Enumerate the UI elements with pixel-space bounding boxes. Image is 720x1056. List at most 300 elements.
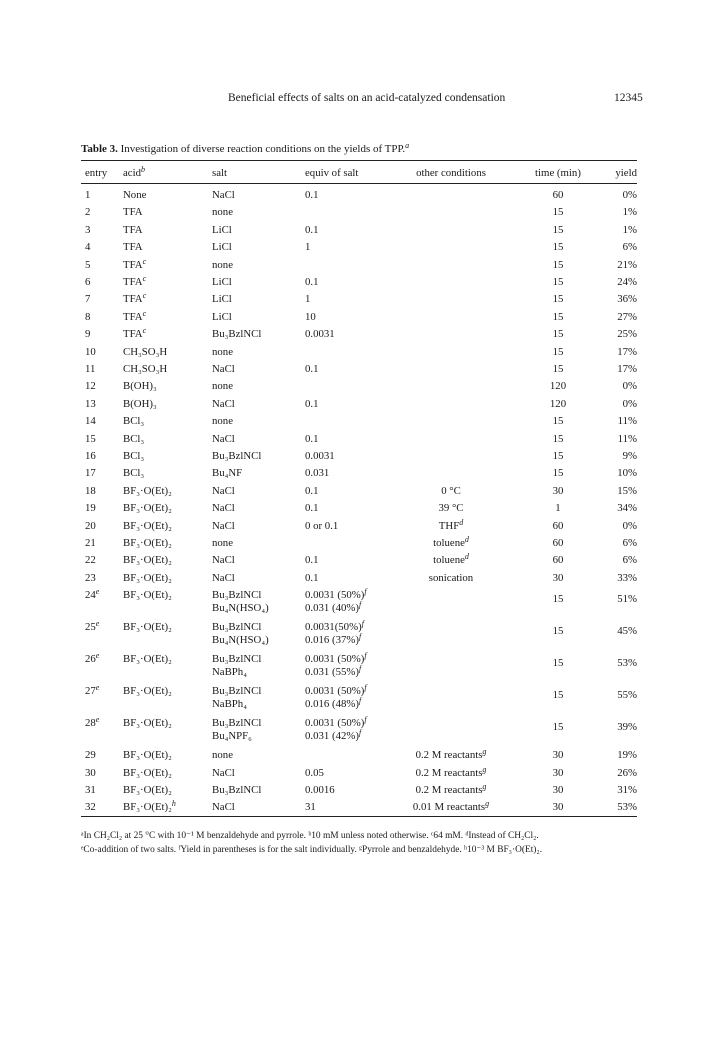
yield-cell bbox=[587, 398, 637, 411]
table-top-rule bbox=[81, 160, 637, 161]
footnote-mark: e bbox=[95, 683, 100, 693]
entry-cell-text: 28 bbox=[85, 717, 96, 730]
column-header-label: time (min) bbox=[535, 167, 581, 179]
yield-cell bbox=[587, 625, 637, 638]
time-cell bbox=[529, 689, 587, 702]
salt-cell bbox=[212, 572, 235, 585]
acid-cell bbox=[123, 685, 172, 698]
equiv-cell-text: 0.1 bbox=[305, 484, 319, 497]
entry-cell bbox=[85, 801, 96, 814]
salt-cell-text: NaCl bbox=[212, 189, 235, 201]
yield-cell-text: 19% bbox=[617, 749, 637, 762]
entry-cell-text: 10 bbox=[85, 345, 96, 358]
salt-cell-text: NaCl bbox=[212, 766, 235, 779]
time-cell-text: 15 bbox=[552, 206, 564, 219]
yield-cell bbox=[587, 467, 637, 480]
entry-cell-text: 17 bbox=[85, 467, 96, 480]
entry-cell bbox=[85, 380, 96, 393]
entry-cell bbox=[85, 784, 96, 797]
acid-cell bbox=[123, 450, 144, 463]
acid-cell bbox=[123, 224, 143, 237]
equiv-cell-text: 0.1 bbox=[305, 432, 319, 445]
footnote-mark: d bbox=[459, 517, 464, 527]
yield-cell-text: 25% bbox=[617, 328, 637, 341]
entry-cell-text: 4 bbox=[85, 241, 91, 254]
salt-cell bbox=[212, 749, 233, 762]
other-conditions-cell bbox=[394, 801, 508, 814]
equiv-cell bbox=[305, 450, 335, 463]
entry-cell bbox=[85, 259, 90, 272]
yield-cell bbox=[587, 346, 637, 359]
acid-cell bbox=[123, 589, 172, 602]
column-header-label: acid bbox=[123, 167, 141, 179]
acid-cell-text: BF₃·O(Et)₂ bbox=[123, 717, 172, 730]
entry-cell bbox=[85, 653, 99, 666]
footnote-mark: f bbox=[364, 651, 367, 661]
time-cell bbox=[529, 241, 587, 254]
table-row bbox=[81, 587, 637, 615]
entry-cell bbox=[85, 685, 99, 698]
yield-cell-text: 0% bbox=[622, 189, 637, 201]
yield-cell bbox=[587, 721, 637, 734]
equiv-cell-second-line bbox=[305, 730, 367, 743]
salt-cell-text: NaCl bbox=[212, 484, 235, 497]
yield-cell bbox=[587, 657, 637, 670]
entry-cell bbox=[85, 415, 96, 428]
entry-cell-text: 14 bbox=[85, 415, 96, 428]
equiv-cell-text: 0.1 bbox=[305, 189, 319, 201]
acid-cell-text: B(OH)₃ bbox=[123, 397, 157, 410]
time-cell-text: 15 bbox=[552, 276, 564, 288]
yield-cell bbox=[587, 520, 637, 533]
acid-cell-text: TFA bbox=[123, 310, 143, 323]
yield-cell bbox=[587, 276, 637, 289]
column-header-label: salt bbox=[212, 167, 227, 179]
salt-cell bbox=[212, 206, 233, 219]
entry-cell bbox=[85, 293, 90, 306]
time-cell bbox=[529, 328, 587, 341]
salt-cell-text: NaCl bbox=[212, 502, 235, 515]
equiv-cell-text: 1 bbox=[305, 293, 311, 306]
equiv-cell-text: 0.05 bbox=[305, 766, 324, 779]
yield-cell bbox=[587, 485, 637, 498]
footnote-line-1: ᵃIn CH₂Cl₂ at 25 °C with 10⁻¹ M benzaldehyde and pyrrole. ᵇ10 mM unless noted otherwise. ᶜ64 mM. ᵈInstead of CH₂Cl₂. bbox=[81, 831, 539, 841]
yield-cell bbox=[587, 206, 637, 219]
equiv-cell-text: 0.0016 bbox=[305, 784, 335, 796]
time-cell bbox=[529, 784, 587, 797]
salt-cell-second-text: Bu₄NPF₆ bbox=[212, 730, 252, 743]
entry-cell bbox=[85, 485, 96, 498]
time-cell bbox=[529, 572, 587, 585]
equiv-cell-second-text: 0.031 (55%) bbox=[305, 666, 359, 679]
time-cell bbox=[529, 311, 587, 324]
time-cell bbox=[529, 276, 587, 289]
column-header-entry bbox=[85, 167, 107, 180]
footnote-mark: c bbox=[142, 326, 147, 336]
salt-cell-text: Bu₃BzlNCl bbox=[212, 450, 262, 462]
entry-cell-text: 22 bbox=[85, 554, 96, 567]
equiv-cell bbox=[305, 685, 367, 711]
entry-cell bbox=[85, 276, 90, 289]
equiv-cell-second-text: 0.031 (40%) bbox=[305, 602, 359, 615]
entry-cell-text: 29 bbox=[85, 749, 96, 762]
entry-cell-text: 7 bbox=[85, 293, 91, 306]
acid-cell bbox=[123, 206, 143, 219]
entry-cell-text: 15 bbox=[85, 432, 96, 445]
yield-cell-text: 0% bbox=[622, 397, 637, 410]
entry-cell-text: 9 bbox=[85, 328, 91, 341]
acid-cell bbox=[123, 467, 144, 480]
time-cell-text: 15 bbox=[552, 415, 564, 428]
entry-cell bbox=[85, 554, 96, 567]
time-cell bbox=[529, 625, 587, 638]
table-row bbox=[81, 398, 637, 415]
entry-cell bbox=[85, 520, 96, 533]
table-row bbox=[81, 749, 637, 766]
time-cell-text: 15 bbox=[552, 593, 564, 606]
yield-cell-text: 36% bbox=[617, 293, 637, 306]
yield-cell-text: 6% bbox=[622, 241, 637, 254]
yield-cell bbox=[587, 537, 637, 550]
salt-cell-text: NaCl bbox=[212, 519, 235, 532]
equiv-cell-text: 0.0031 (50%) bbox=[305, 717, 365, 730]
acid-cell bbox=[123, 241, 143, 254]
equiv-cell bbox=[305, 520, 338, 533]
column-header-yield bbox=[587, 167, 637, 180]
entry-cell-text: 1 bbox=[85, 189, 91, 201]
table-row bbox=[81, 433, 637, 450]
time-cell bbox=[529, 293, 587, 306]
entry-cell bbox=[85, 346, 96, 359]
yield-cell bbox=[587, 241, 637, 254]
entry-cell bbox=[85, 621, 99, 634]
salt-cell bbox=[212, 189, 235, 202]
time-cell-text: 15 bbox=[552, 223, 564, 236]
acid-cell bbox=[123, 308, 147, 324]
equiv-cell bbox=[305, 467, 329, 480]
yield-cell-text: 6% bbox=[622, 554, 637, 567]
salt-cell-text: none bbox=[212, 345, 233, 358]
equiv-cell-text: 0.0031 bbox=[305, 328, 335, 341]
other-conditions-cell bbox=[394, 537, 508, 550]
equiv-cell bbox=[305, 621, 364, 647]
equiv-cell-text: 0.1 bbox=[305, 363, 319, 375]
table-row bbox=[81, 784, 637, 801]
acid-cell bbox=[123, 380, 157, 393]
column-header-equiv-of-salt bbox=[305, 167, 358, 180]
entry-cell-text: 3 bbox=[85, 223, 91, 236]
acid-cell-text: BF₃·O(Et)₂ bbox=[123, 589, 172, 602]
yield-cell bbox=[587, 328, 637, 341]
salt-cell-text: Bu₃BzlNCl bbox=[212, 784, 262, 796]
time-cell-text: 30 bbox=[552, 484, 564, 497]
salt-cell bbox=[212, 784, 261, 797]
time-cell bbox=[529, 415, 587, 428]
time-cell-text: 120 bbox=[549, 397, 567, 410]
salt-cell-text: none bbox=[212, 258, 233, 271]
acid-cell bbox=[123, 415, 144, 428]
entry-cell-text: 24 bbox=[85, 589, 96, 602]
equiv-cell bbox=[305, 241, 310, 254]
equiv-cell-second-line bbox=[305, 602, 367, 615]
acid-cell bbox=[123, 328, 146, 341]
column-header-label: other conditions bbox=[416, 167, 486, 179]
equiv-cell bbox=[305, 276, 319, 289]
acid-cell-text: B(OH)₃ bbox=[123, 380, 157, 393]
equiv-cell-second-line bbox=[305, 698, 367, 711]
salt-cell bbox=[212, 293, 232, 306]
table-row bbox=[81, 485, 637, 502]
table-row bbox=[81, 554, 637, 571]
footnote-mark: f bbox=[358, 728, 362, 738]
salt-cell bbox=[212, 717, 261, 743]
salt-cell bbox=[212, 328, 261, 341]
salt-cell-text: Bu₃BzlNCl bbox=[212, 621, 262, 634]
footnote-mark: h bbox=[171, 799, 176, 809]
footnote-mark: c bbox=[142, 308, 147, 318]
acid-cell bbox=[123, 621, 172, 634]
other-conditions-cell-text: THF bbox=[438, 519, 460, 532]
table-row bbox=[81, 189, 637, 206]
table-bottom-rule bbox=[81, 816, 637, 817]
footnote-mark: f bbox=[364, 587, 367, 597]
yield-cell-text: 17% bbox=[617, 345, 637, 358]
time-cell-text: 120 bbox=[549, 380, 567, 393]
salt-cell-second-line bbox=[212, 602, 269, 615]
time-cell bbox=[529, 537, 587, 550]
acid-cell bbox=[123, 801, 176, 814]
column-header-time bbox=[529, 167, 587, 180]
salt-cell bbox=[212, 259, 233, 272]
entry-cell bbox=[85, 241, 90, 254]
equiv-cell-text: 0.1 bbox=[305, 397, 319, 410]
table-caption-label: Table 3. bbox=[81, 143, 118, 155]
yield-cell-text: 0% bbox=[622, 519, 637, 532]
acid-cell bbox=[123, 398, 157, 411]
acid-cell-text: BCl₃ bbox=[123, 467, 145, 480]
salt-cell-text: LiCl bbox=[212, 293, 232, 306]
salt-cell-text: NaCl bbox=[212, 801, 235, 814]
footnote-mark: f bbox=[358, 600, 362, 610]
salt-cell-text: none bbox=[212, 415, 233, 428]
acid-cell-text: BCl₃ bbox=[123, 450, 145, 462]
table-row bbox=[81, 276, 637, 293]
running-title: Beneficial effects of salts on an acid-catalyzed condensation bbox=[228, 92, 506, 104]
table-row bbox=[81, 241, 637, 258]
yield-cell-text: 21% bbox=[617, 258, 637, 271]
footnote-mark: b bbox=[140, 165, 145, 174]
table-row bbox=[81, 346, 637, 363]
table-row bbox=[81, 715, 637, 743]
time-cell bbox=[529, 398, 587, 411]
time-cell-text: 30 bbox=[552, 766, 564, 779]
acid-cell bbox=[123, 767, 172, 780]
table-header-row bbox=[81, 167, 637, 181]
equiv-cell bbox=[305, 653, 367, 679]
salt-cell bbox=[212, 502, 235, 515]
salt-cell-text: NaCl bbox=[212, 397, 235, 410]
salt-cell-second-text: NaBPh₄ bbox=[212, 698, 247, 711]
equiv-cell bbox=[305, 363, 319, 376]
other-conditions-cell bbox=[394, 749, 508, 762]
time-cell-text: 60 bbox=[552, 189, 564, 201]
equiv-cell-text: 0 or 0.1 bbox=[305, 519, 339, 532]
equiv-cell bbox=[305, 589, 367, 615]
salt-cell bbox=[212, 311, 232, 324]
time-cell-text: 15 bbox=[552, 310, 564, 323]
yield-cell bbox=[587, 767, 637, 780]
equiv-cell bbox=[305, 224, 319, 237]
acid-cell-text: BF₃·O(Et)₂ bbox=[123, 537, 172, 549]
table-row bbox=[81, 206, 637, 223]
yield-cell-text: 55% bbox=[617, 689, 637, 702]
column-header-salt bbox=[212, 167, 227, 180]
yield-cell-text: 39% bbox=[617, 721, 637, 734]
time-cell-text: 15 bbox=[552, 432, 564, 445]
footnote-mark: g bbox=[485, 799, 490, 809]
column-header-acid bbox=[123, 167, 145, 180]
footnote-mark: f bbox=[364, 715, 367, 725]
time-cell bbox=[529, 346, 587, 359]
yield-cell-text: 6% bbox=[622, 537, 637, 549]
acid-cell-text: CH₃SO₃H bbox=[123, 345, 168, 358]
entry-cell bbox=[85, 450, 96, 463]
salt-cell-text: NaCl bbox=[212, 432, 235, 445]
entry-cell bbox=[85, 749, 96, 762]
salt-cell bbox=[212, 433, 235, 446]
entry-cell-text: 16 bbox=[85, 450, 96, 462]
table-row bbox=[81, 619, 637, 647]
equiv-cell-second-line bbox=[305, 666, 367, 679]
time-cell-text: 1 bbox=[555, 502, 561, 515]
column-header-label: entry bbox=[85, 167, 108, 179]
acid-cell bbox=[123, 554, 172, 567]
table-row bbox=[81, 363, 637, 380]
acid-cell-text: TFA bbox=[123, 328, 143, 341]
entry-cell-text: 23 bbox=[85, 571, 96, 584]
acid-cell bbox=[123, 363, 167, 376]
equiv-cell-text: 0.1 bbox=[305, 571, 319, 584]
yield-cell-text: 11% bbox=[617, 415, 637, 428]
table-row bbox=[81, 572, 637, 589]
footnote-mark: e bbox=[95, 619, 100, 629]
yield-cell bbox=[587, 749, 637, 762]
footnote-mark: g bbox=[482, 747, 487, 757]
footnote-mark: d bbox=[464, 552, 469, 562]
acid-cell-text: None bbox=[123, 189, 147, 201]
time-cell bbox=[529, 433, 587, 446]
salt-cell-text: none bbox=[212, 206, 233, 219]
footnote-mark: c bbox=[142, 256, 147, 266]
time-cell bbox=[529, 189, 587, 202]
acid-cell-text: BF₃·O(Et)₂ bbox=[123, 766, 172, 779]
entry-cell-text: 13 bbox=[85, 397, 96, 410]
equiv-cell bbox=[305, 784, 335, 797]
salt-cell bbox=[212, 653, 261, 679]
entry-cell-text: 19 bbox=[85, 502, 96, 515]
table-row bbox=[81, 380, 637, 397]
yield-cell bbox=[587, 502, 637, 515]
yield-cell bbox=[587, 224, 637, 237]
acid-cell bbox=[123, 256, 147, 272]
acid-cell-text: BF₃·O(Et)₂ bbox=[123, 621, 172, 634]
yield-cell-text: 9% bbox=[622, 450, 637, 462]
equiv-cell bbox=[305, 189, 319, 202]
entry-cell bbox=[85, 311, 90, 324]
yield-cell-text: 27% bbox=[617, 310, 637, 323]
time-cell-text: 30 bbox=[552, 801, 564, 814]
table-row bbox=[81, 328, 637, 345]
salt-cell-text: LiCl bbox=[212, 310, 232, 323]
entry-cell-text: 27 bbox=[85, 685, 96, 698]
acid-cell-text: BF₃·O(Et)₂ bbox=[123, 653, 172, 666]
equiv-cell bbox=[305, 502, 319, 515]
salt-cell-second-text: Bu₄N(HSO₄) bbox=[212, 634, 269, 647]
equiv-cell bbox=[305, 433, 319, 446]
acid-cell bbox=[123, 653, 172, 666]
salt-cell-text: LiCl bbox=[212, 276, 232, 288]
time-cell-text: 15 bbox=[552, 258, 564, 271]
entry-cell-text: 21 bbox=[85, 537, 96, 549]
table-row bbox=[81, 537, 637, 554]
table-row bbox=[81, 308, 637, 328]
footnote-mark: f bbox=[358, 632, 362, 642]
entry-cell bbox=[85, 224, 90, 237]
yield-cell bbox=[587, 554, 637, 567]
time-cell-text: 15 bbox=[552, 450, 564, 462]
salt-cell-text: LiCl bbox=[212, 223, 232, 236]
entry-cell bbox=[85, 717, 99, 730]
entry-cell-text: 26 bbox=[85, 653, 96, 666]
equiv-cell-text: 0.0031 bbox=[305, 450, 335, 462]
yield-cell bbox=[587, 784, 637, 797]
salt-cell-text: NaCl bbox=[212, 554, 235, 567]
yield-cell bbox=[587, 593, 637, 606]
salt-cell bbox=[212, 346, 233, 359]
acid-cell-text: TFA bbox=[123, 293, 143, 306]
acid-cell bbox=[123, 276, 146, 289]
salt-cell-text: none bbox=[212, 380, 233, 393]
time-cell bbox=[529, 224, 587, 237]
entry-cell bbox=[85, 467, 96, 480]
other-conditions-cell bbox=[394, 517, 508, 533]
yield-cell-text: 17% bbox=[617, 363, 637, 375]
equiv-cell-second-line bbox=[305, 634, 364, 647]
other-conditions-cell-text: 0.2 M reactants bbox=[415, 784, 483, 796]
time-cell bbox=[529, 450, 587, 463]
salt-cell bbox=[212, 485, 235, 498]
entry-cell-text: 6 bbox=[85, 276, 91, 288]
acid-cell bbox=[123, 572, 172, 585]
footnote-mark: e bbox=[95, 651, 100, 661]
yield-cell-text: 53% bbox=[617, 657, 637, 670]
acid-cell bbox=[123, 537, 172, 550]
other-conditions-cell bbox=[394, 784, 508, 797]
time-cell bbox=[529, 206, 587, 219]
acid-cell bbox=[123, 346, 167, 359]
time-cell-text: 15 bbox=[552, 328, 564, 341]
time-cell bbox=[529, 593, 587, 606]
column-header-other-conditions bbox=[394, 167, 508, 180]
acid-cell-text: BF₃·O(Et)₂ bbox=[123, 554, 172, 567]
entry-cell bbox=[85, 767, 96, 780]
time-cell bbox=[529, 721, 587, 734]
equiv-cell-text: 0.1 bbox=[305, 502, 319, 515]
entry-cell bbox=[85, 572, 96, 585]
salt-cell bbox=[212, 537, 233, 550]
table-row bbox=[81, 467, 637, 484]
yield-cell-text: 51% bbox=[617, 593, 637, 606]
